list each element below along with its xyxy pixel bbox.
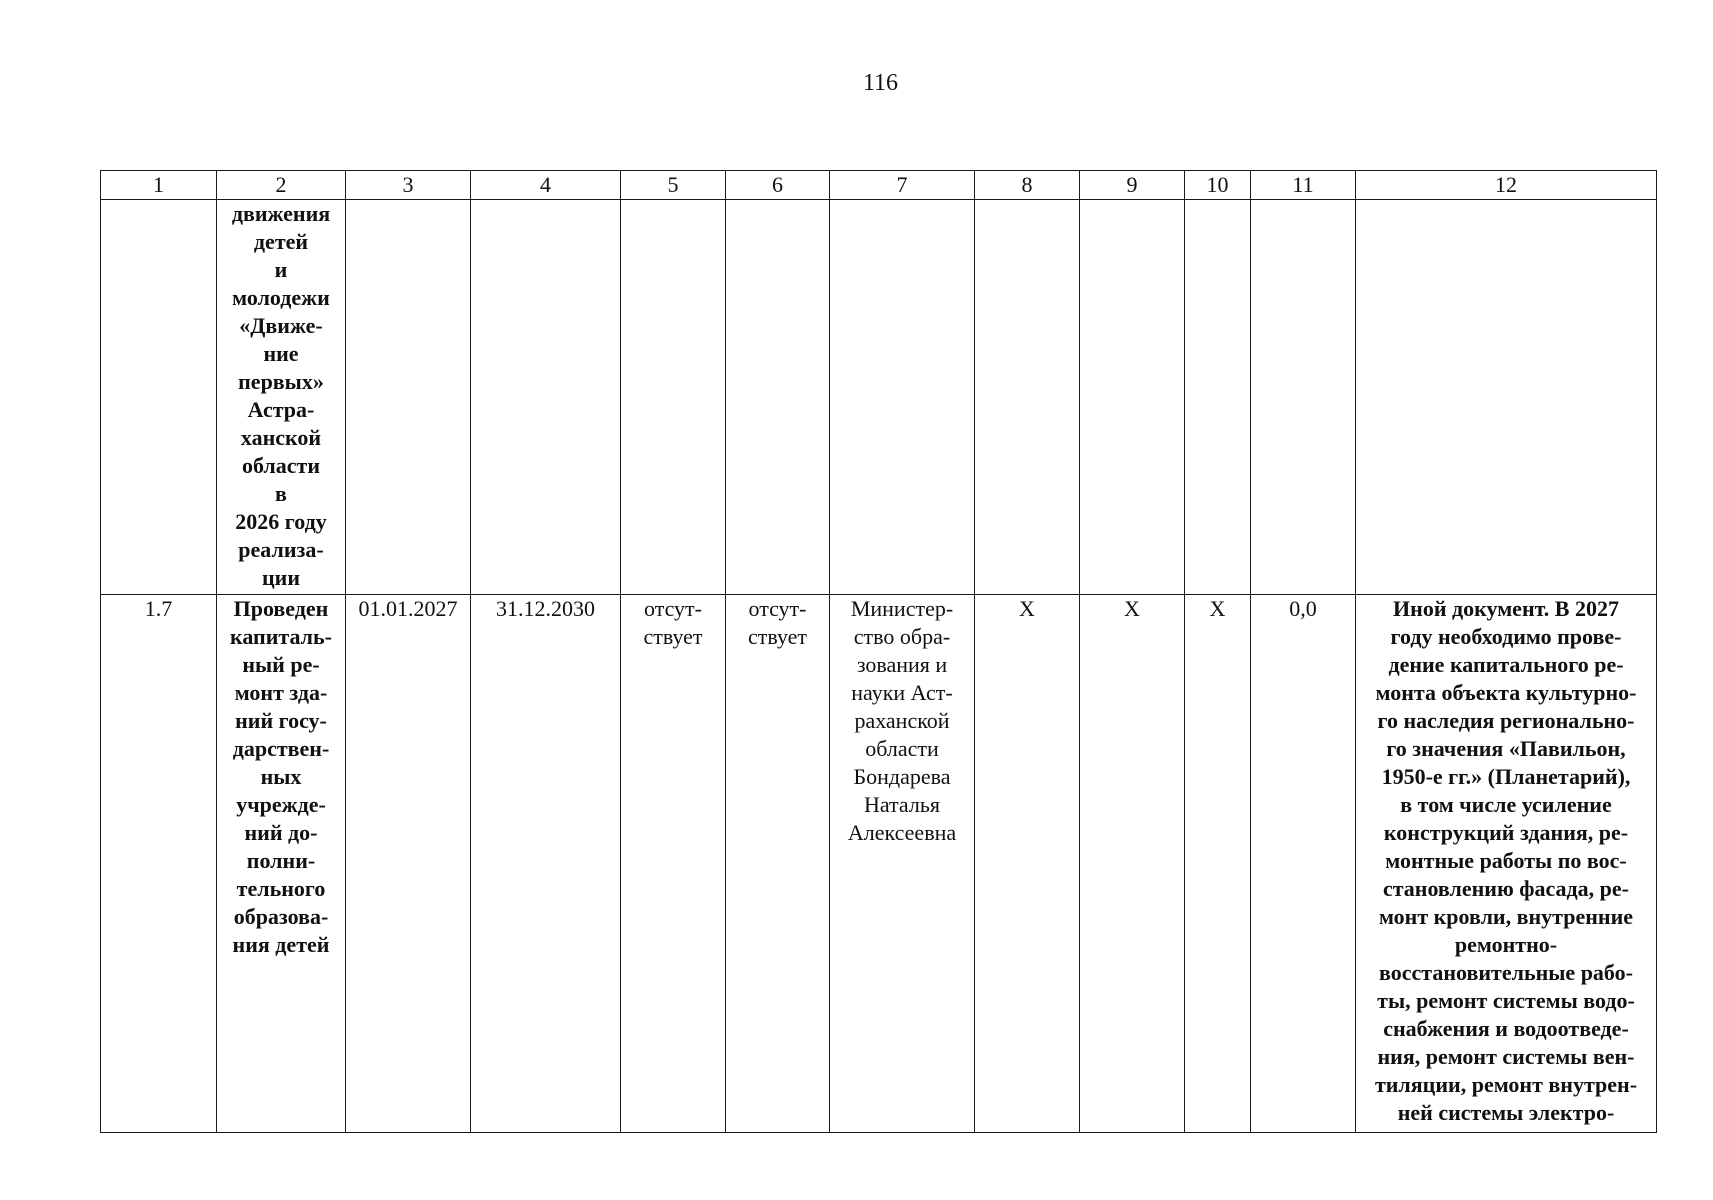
table-cell: X xyxy=(975,595,1080,1133)
value-cell: 0,0 xyxy=(1251,595,1356,1133)
table-cell xyxy=(101,200,217,595)
responsible-cell: Министер- ство обра- зования и науки Аст- раханской области Бондарева Наталья Алексеевна xyxy=(830,595,975,1133)
task-name-cell: движения детей и молодежи «Движе- ние первых» Астра- ханской области в 2026 году реализа- ции xyxy=(217,200,346,595)
table-cell xyxy=(1185,200,1251,595)
table-cell xyxy=(1251,200,1356,595)
column-header: 6 xyxy=(726,171,830,200)
start-date-cell: 01.01.2027 xyxy=(346,595,471,1133)
table-cell: отсут- ствует xyxy=(621,595,726,1133)
table-row-continuation xyxy=(101,200,1657,595)
column-header: 5 xyxy=(621,171,726,200)
table-cell xyxy=(1356,200,1657,595)
column-header: 12 xyxy=(1356,171,1657,200)
table-header-row xyxy=(101,171,1657,200)
row-number-cell: 1.7 xyxy=(101,595,217,1133)
task-name-cell: Проведен капиталь- ный ре- монт зда- ний госу- дарствен- ных учрежде- ний до- полни- тельного образова- ния детей xyxy=(217,595,346,1133)
table-cell xyxy=(346,200,471,595)
table-cell xyxy=(1080,200,1185,595)
column-header: 2 xyxy=(217,171,346,200)
column-header: 11 xyxy=(1251,171,1356,200)
column-header: 4 xyxy=(471,171,621,200)
page-number: 116 xyxy=(862,70,899,96)
note-cell: Иной документ. В 2027 году необходимо прове- дение капитального ре- монта объекта культурно- го наследия регионально- го значения «Павильон, 1950-е гг.» (Планетарий), в том числе усиление конструкций здания, ре- монтные работы по вос- становлению фасада, ре- монт кровли, внутренние ремонтно- восстановительные рабо- ты, ремонт системы водо- снабжения и водоотведе- ния, ремонт системы вен- тиляции, ремонт внутрен- ней системы электро- xyxy=(1356,595,1657,1133)
program-table xyxy=(100,170,1657,1133)
table-cell xyxy=(471,200,621,595)
column-header: 7 xyxy=(830,171,975,200)
column-header: 10 xyxy=(1185,171,1251,200)
table-cell xyxy=(621,200,726,595)
column-header: 9 xyxy=(1080,171,1185,200)
column-header: 1 xyxy=(101,171,217,200)
table-cell xyxy=(975,200,1080,595)
table-cell: X xyxy=(1080,595,1185,1133)
table-cell: X xyxy=(1185,595,1251,1133)
column-header: 8 xyxy=(975,171,1080,200)
table-cell xyxy=(726,200,830,595)
table-row-1-7 xyxy=(101,595,1657,1133)
column-header: 3 xyxy=(346,171,471,200)
end-date-cell: 31.12.2030 xyxy=(471,595,621,1133)
table-cell xyxy=(830,200,975,595)
table-cell: отсут- ствует xyxy=(726,595,830,1133)
